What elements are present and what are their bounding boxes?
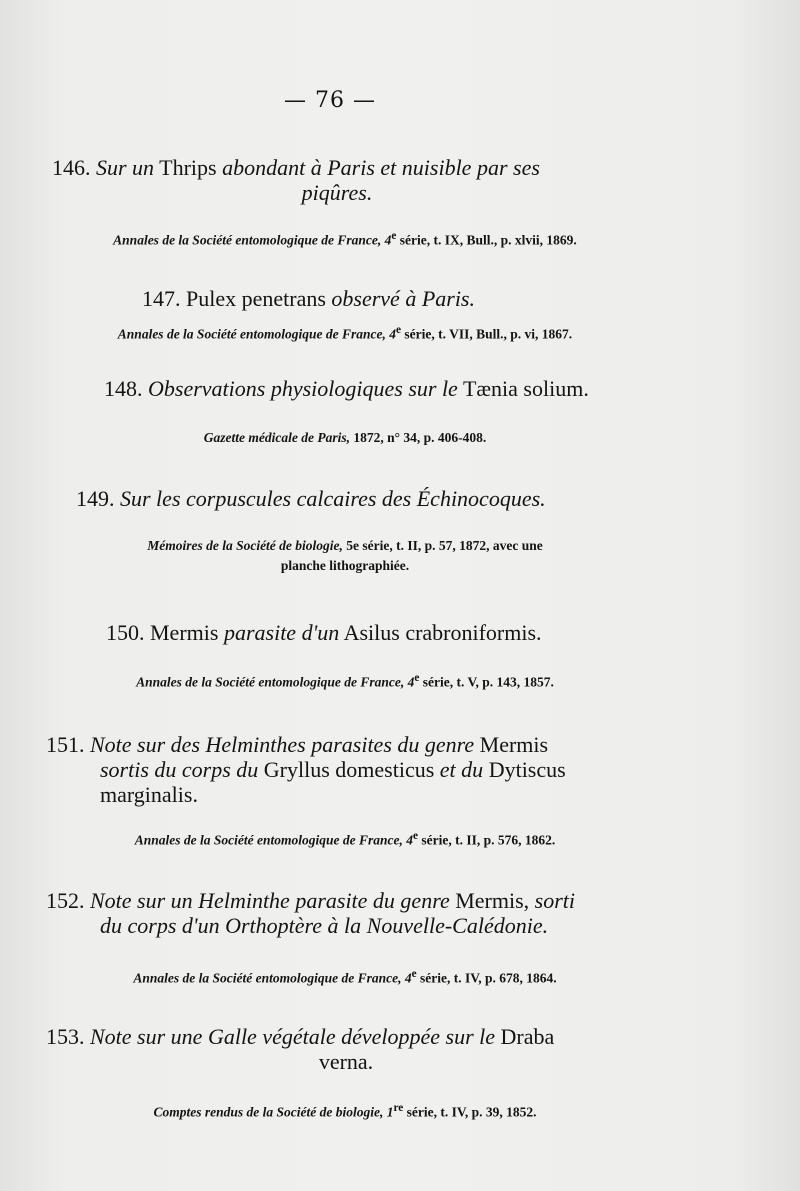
- entry-148-citation: Gazette médicale de Paris, 1872, n° 34, p. 406-408.: [203, 430, 487, 445]
- entry-149-citation: Mémoires de la Société de biologie, 5e série, t. II, p. 57, 1872, avec une planche lithographiée.: [147, 538, 543, 573]
- entry-150-title: 150. Mermis parasite d'un Asilus crabroniformis.: [106, 620, 542, 645]
- entry-153-title: 153. Note sur une Galle végétale développée sur le Draba verna.: [46, 1024, 555, 1074]
- entry-146-title: 146. Sur un Thrips abondant à Paris et nuisible par ses piqûres.: [52, 155, 540, 205]
- entry-149-title: 149. Sur les corpuscules calcaires des Échinocoques.: [76, 486, 546, 511]
- entry-147-title: 147. Pulex penetrans observé à Paris.: [142, 286, 475, 311]
- page-number: — 76 —: [284, 88, 376, 113]
- entry-152-citation: Annales de la Société entomologique de France, 4e série, t. IV, p. 678, 1864.: [133, 968, 557, 986]
- entry-151-title: 151. Note sur des Helminthes parasites du genre Mermis sortis du corps du Gryllus domesticus et du Dytiscus marginalis.: [46, 732, 566, 807]
- entry-146-citation: Annales de la Société entomologique de France, 4e série, t. IX, Bull., p. xlvii, 1869.: [113, 230, 577, 248]
- entry-152-title: 152. Note sur un Helminthe parasite du genre Mermis, sorti du corps d'un Orthoptère à la Nouvelle-Calédonie.: [46, 888, 576, 938]
- entry-150-citation: Annales de la Société entomologique de France, 4e série, t. V, p. 143, 1857.: [136, 672, 554, 690]
- entry-147-citation: Annales de la Société entomologique de France, 4e série, t. VII, Bull., p. vi, 1867.: [117, 324, 573, 342]
- entry-151-citation: Annales de la Société entomologique de France, 4e série, t. II, p. 576, 1862.: [134, 830, 556, 848]
- entry-148-title: 148. Observations physiologiques sur le Tænia solium.: [104, 376, 589, 401]
- entry-153-citation: Comptes rendus de la Société de biologie, 1re série, t. IV, p. 39, 1852.: [153, 1102, 537, 1120]
